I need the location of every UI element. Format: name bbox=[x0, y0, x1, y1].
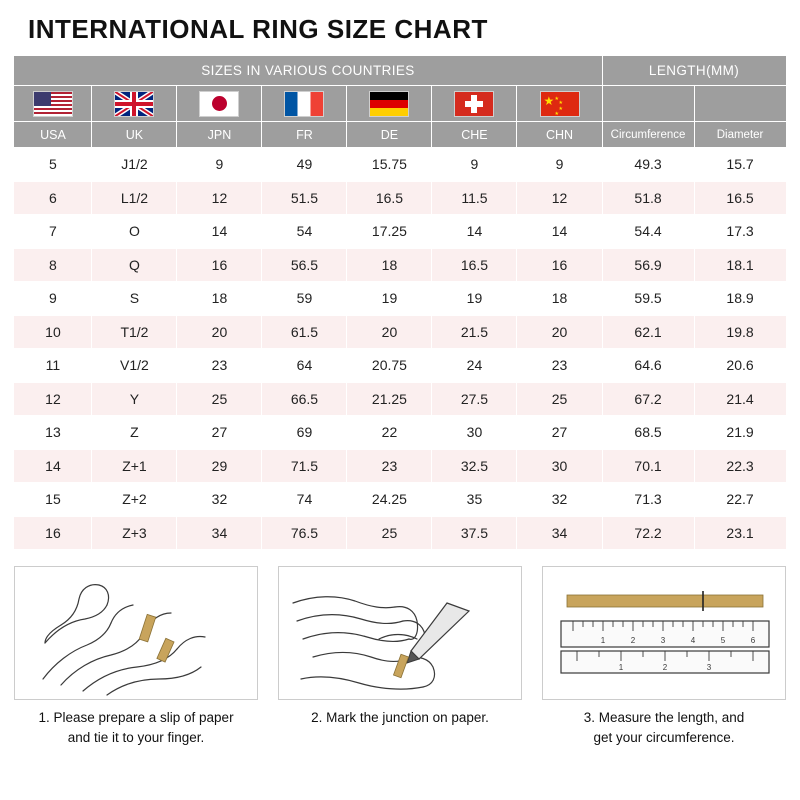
cell-uk: O bbox=[92, 215, 177, 249]
step-2-caption-line1: 2. Mark the junction on paper. bbox=[311, 710, 489, 725]
cell-diameter: 16.5 bbox=[694, 181, 786, 215]
svg-text:3: 3 bbox=[660, 636, 666, 645]
cell-usa: 14 bbox=[14, 449, 92, 483]
step-2 bbox=[278, 566, 522, 748]
cell-de: 17.25 bbox=[347, 215, 432, 249]
cell-che: 24 bbox=[432, 349, 517, 383]
step-1-caption-line1: 1. Please prepare a slip of paper bbox=[38, 710, 234, 725]
cell-chn: 23 bbox=[517, 349, 602, 383]
cell-circumference: 72.2 bbox=[602, 516, 694, 550]
cell-uk: Z+2 bbox=[92, 483, 177, 517]
length-spacer-circumference bbox=[602, 86, 694, 122]
cell-usa: 9 bbox=[14, 282, 92, 316]
cell-de: 24.25 bbox=[347, 483, 432, 517]
usa-flag-cell bbox=[14, 86, 92, 122]
cell-jpn: 23 bbox=[177, 349, 262, 383]
cell-circumference: 56.9 bbox=[602, 248, 694, 282]
cell-che: 30 bbox=[432, 416, 517, 450]
cell-jpn: 20 bbox=[177, 315, 262, 349]
cell-chn: 14 bbox=[517, 215, 602, 249]
china-flag-icon: ★ ★ ★ ★ ★ bbox=[540, 91, 580, 117]
table-row bbox=[14, 315, 786, 349]
table-row bbox=[14, 416, 786, 450]
group-header-sizes: SIZES IN VARIOUS COUNTRIES bbox=[14, 56, 602, 86]
cell-che: 14 bbox=[432, 215, 517, 249]
cell-chn: 9 bbox=[517, 148, 602, 182]
cell-chn: 16 bbox=[517, 248, 602, 282]
cell-usa: 13 bbox=[14, 416, 92, 450]
cell-uk: V1/2 bbox=[92, 349, 177, 383]
cell-uk: Z+3 bbox=[92, 516, 177, 550]
cell-jpn: 18 bbox=[177, 282, 262, 316]
cell-circumference: 51.8 bbox=[602, 181, 694, 215]
column-header-uk: UK bbox=[92, 122, 177, 148]
svg-text:6: 6 bbox=[750, 636, 756, 645]
cell-che: 32.5 bbox=[432, 449, 517, 483]
length-spacer-diameter bbox=[694, 86, 786, 122]
table-row bbox=[14, 382, 786, 416]
cell-diameter: 22.7 bbox=[694, 483, 786, 517]
cell-circumference: 64.6 bbox=[602, 349, 694, 383]
cell-diameter: 23.1 bbox=[694, 516, 786, 550]
cell-usa: 8 bbox=[14, 248, 92, 282]
cell-fr: 49 bbox=[262, 148, 347, 182]
france-flag-cell bbox=[262, 86, 347, 122]
cell-de: 23 bbox=[347, 449, 432, 483]
cell-diameter: 18.1 bbox=[694, 248, 786, 282]
cell-de: 21.25 bbox=[347, 382, 432, 416]
cell-de: 15.75 bbox=[347, 148, 432, 182]
column-header-che: CHE bbox=[432, 122, 517, 148]
cell-jpn: 34 bbox=[177, 516, 262, 550]
cell-diameter: 21.4 bbox=[694, 382, 786, 416]
cell-jpn: 25 bbox=[177, 382, 262, 416]
cell-chn: 12 bbox=[517, 181, 602, 215]
japan-flag-cell bbox=[177, 86, 262, 122]
cell-usa: 7 bbox=[14, 215, 92, 249]
cell-de: 20 bbox=[347, 315, 432, 349]
cell-fr: 74 bbox=[262, 483, 347, 517]
cell-uk: Y bbox=[92, 382, 177, 416]
cell-de: 22 bbox=[347, 416, 432, 450]
cell-diameter: 18.9 bbox=[694, 282, 786, 316]
cell-che: 27.5 bbox=[432, 382, 517, 416]
table-group-header-row bbox=[14, 56, 786, 86]
cell-fr: 69 bbox=[262, 416, 347, 450]
cell-diameter: 21.9 bbox=[694, 416, 786, 450]
column-header-chn: CHN bbox=[517, 122, 602, 148]
cell-che: 19 bbox=[432, 282, 517, 316]
cell-circumference: 54.4 bbox=[602, 215, 694, 249]
cell-diameter: 20.6 bbox=[694, 349, 786, 383]
step-3-caption-line2: get your circumference. bbox=[593, 730, 735, 745]
cell-jpn: 16 bbox=[177, 248, 262, 282]
ring-size-table bbox=[13, 55, 786, 550]
cell-uk: J1/2 bbox=[92, 148, 177, 182]
cell-jpn: 27 bbox=[177, 416, 262, 450]
table-row bbox=[14, 148, 786, 182]
cell-circumference: 70.1 bbox=[602, 449, 694, 483]
cell-circumference: 67.2 bbox=[602, 382, 694, 416]
table-row bbox=[14, 215, 786, 249]
column-header-circumference: Circumference bbox=[602, 122, 694, 148]
svg-text:2: 2 bbox=[630, 636, 636, 645]
cell-circumference: 59.5 bbox=[602, 282, 694, 316]
usa-flag-icon bbox=[33, 91, 73, 117]
cell-usa: 10 bbox=[14, 315, 92, 349]
japan-flag-icon bbox=[199, 91, 239, 117]
cell-diameter: 22.3 bbox=[694, 449, 786, 483]
measurement-steps bbox=[14, 566, 786, 748]
svg-text:5: 5 bbox=[720, 636, 726, 645]
cell-fr: 56.5 bbox=[262, 248, 347, 282]
switzerland-flag-icon bbox=[454, 91, 494, 117]
cell-jpn: 14 bbox=[177, 215, 262, 249]
cell-circumference: 49.3 bbox=[602, 148, 694, 182]
cell-jpn: 29 bbox=[177, 449, 262, 483]
cell-uk: L1/2 bbox=[92, 181, 177, 215]
hand-with-paper-strip-illustration bbox=[14, 566, 258, 700]
cell-che: 16.5 bbox=[432, 248, 517, 282]
step-1 bbox=[14, 566, 258, 748]
cell-fr: 64 bbox=[262, 349, 347, 383]
cell-usa: 12 bbox=[14, 382, 92, 416]
hand-marking-paper-with-pen-illustration bbox=[278, 566, 522, 700]
cell-chn: 34 bbox=[517, 516, 602, 550]
cell-diameter: 17.3 bbox=[694, 215, 786, 249]
cell-uk: T1/2 bbox=[92, 315, 177, 349]
cell-usa: 15 bbox=[14, 483, 92, 517]
cell-uk: Q bbox=[92, 248, 177, 282]
step-2-caption bbox=[311, 708, 489, 728]
cell-che: 37.5 bbox=[432, 516, 517, 550]
cell-circumference: 62.1 bbox=[602, 315, 694, 349]
svg-text:1: 1 bbox=[600, 636, 606, 645]
china-flag-cell bbox=[517, 86, 602, 122]
cell-chn: 30 bbox=[517, 449, 602, 483]
cell-usa: 11 bbox=[14, 349, 92, 383]
cell-uk: S bbox=[92, 282, 177, 316]
cell-fr: 59 bbox=[262, 282, 347, 316]
table-row bbox=[14, 181, 786, 215]
column-header-de: DE bbox=[347, 122, 432, 148]
cell-chn: 25 bbox=[517, 382, 602, 416]
cell-uk: Z+1 bbox=[92, 449, 177, 483]
cell-fr: 61.5 bbox=[262, 315, 347, 349]
page-title: INTERNATIONAL RING SIZE CHART bbox=[28, 14, 488, 44]
table-row bbox=[14, 449, 786, 483]
cell-de: 19 bbox=[347, 282, 432, 316]
column-header-usa: USA bbox=[14, 122, 92, 148]
table-row bbox=[14, 349, 786, 383]
cell-circumference: 68.5 bbox=[602, 416, 694, 450]
cell-fr: 76.5 bbox=[262, 516, 347, 550]
svg-text:3: 3 bbox=[706, 663, 712, 672]
cell-jpn: 12 bbox=[177, 181, 262, 215]
cell-jpn: 9 bbox=[177, 148, 262, 182]
cell-circumference: 71.3 bbox=[602, 483, 694, 517]
step-3 bbox=[542, 566, 786, 748]
table-row bbox=[14, 483, 786, 517]
cell-uk: Z bbox=[92, 416, 177, 450]
svg-text:4: 4 bbox=[690, 636, 696, 645]
cell-usa: 16 bbox=[14, 516, 92, 550]
switzerland-flag-cell bbox=[432, 86, 517, 122]
cell-usa: 5 bbox=[14, 148, 92, 182]
table-row bbox=[14, 516, 786, 550]
step-3-caption-line1: 3. Measure the length, and bbox=[583, 710, 745, 725]
cell-chn: 18 bbox=[517, 282, 602, 316]
germany-flag-cell bbox=[347, 86, 432, 122]
cell-chn: 20 bbox=[517, 315, 602, 349]
uk-flag-cell bbox=[92, 86, 177, 122]
step-1-caption-line2: and tie it to your finger. bbox=[67, 730, 205, 745]
cell-che: 21.5 bbox=[432, 315, 517, 349]
uk-flag-icon bbox=[114, 91, 154, 117]
cell-diameter: 19.8 bbox=[694, 315, 786, 349]
svg-text:1: 1 bbox=[618, 663, 624, 672]
table-country-code-row bbox=[14, 122, 786, 148]
svg-text:2: 2 bbox=[662, 663, 668, 672]
cell-de: 16.5 bbox=[347, 181, 432, 215]
france-flag-icon bbox=[284, 91, 324, 117]
cell-jpn: 32 bbox=[177, 483, 262, 517]
cell-chn: 32 bbox=[517, 483, 602, 517]
cell-fr: 54 bbox=[262, 215, 347, 249]
step-3-caption bbox=[584, 708, 745, 748]
germany-flag-icon bbox=[369, 91, 409, 117]
column-header-jpn: JPN bbox=[177, 122, 262, 148]
cell-de: 25 bbox=[347, 516, 432, 550]
column-header-fr: FR bbox=[262, 122, 347, 148]
cell-diameter: 15.7 bbox=[694, 148, 786, 182]
column-header-diameter: Diameter bbox=[694, 122, 786, 148]
table-row bbox=[14, 282, 786, 316]
table-flag-row bbox=[14, 86, 786, 122]
ruler-measuring-paper-strip-illustration bbox=[542, 566, 786, 700]
table-row bbox=[14, 248, 786, 282]
cell-chn: 27 bbox=[517, 416, 602, 450]
cell-fr: 66.5 bbox=[262, 382, 347, 416]
cell-che: 35 bbox=[432, 483, 517, 517]
cell-de: 20.75 bbox=[347, 349, 432, 383]
cell-fr: 71.5 bbox=[262, 449, 347, 483]
step-1-caption bbox=[38, 708, 233, 748]
cell-che: 11.5 bbox=[432, 181, 517, 215]
cell-usa: 6 bbox=[14, 181, 92, 215]
cell-che: 9 bbox=[432, 148, 517, 182]
cell-fr: 51.5 bbox=[262, 181, 347, 215]
cell-de: 18 bbox=[347, 248, 432, 282]
group-header-length: LENGTH(MM) bbox=[602, 56, 786, 86]
